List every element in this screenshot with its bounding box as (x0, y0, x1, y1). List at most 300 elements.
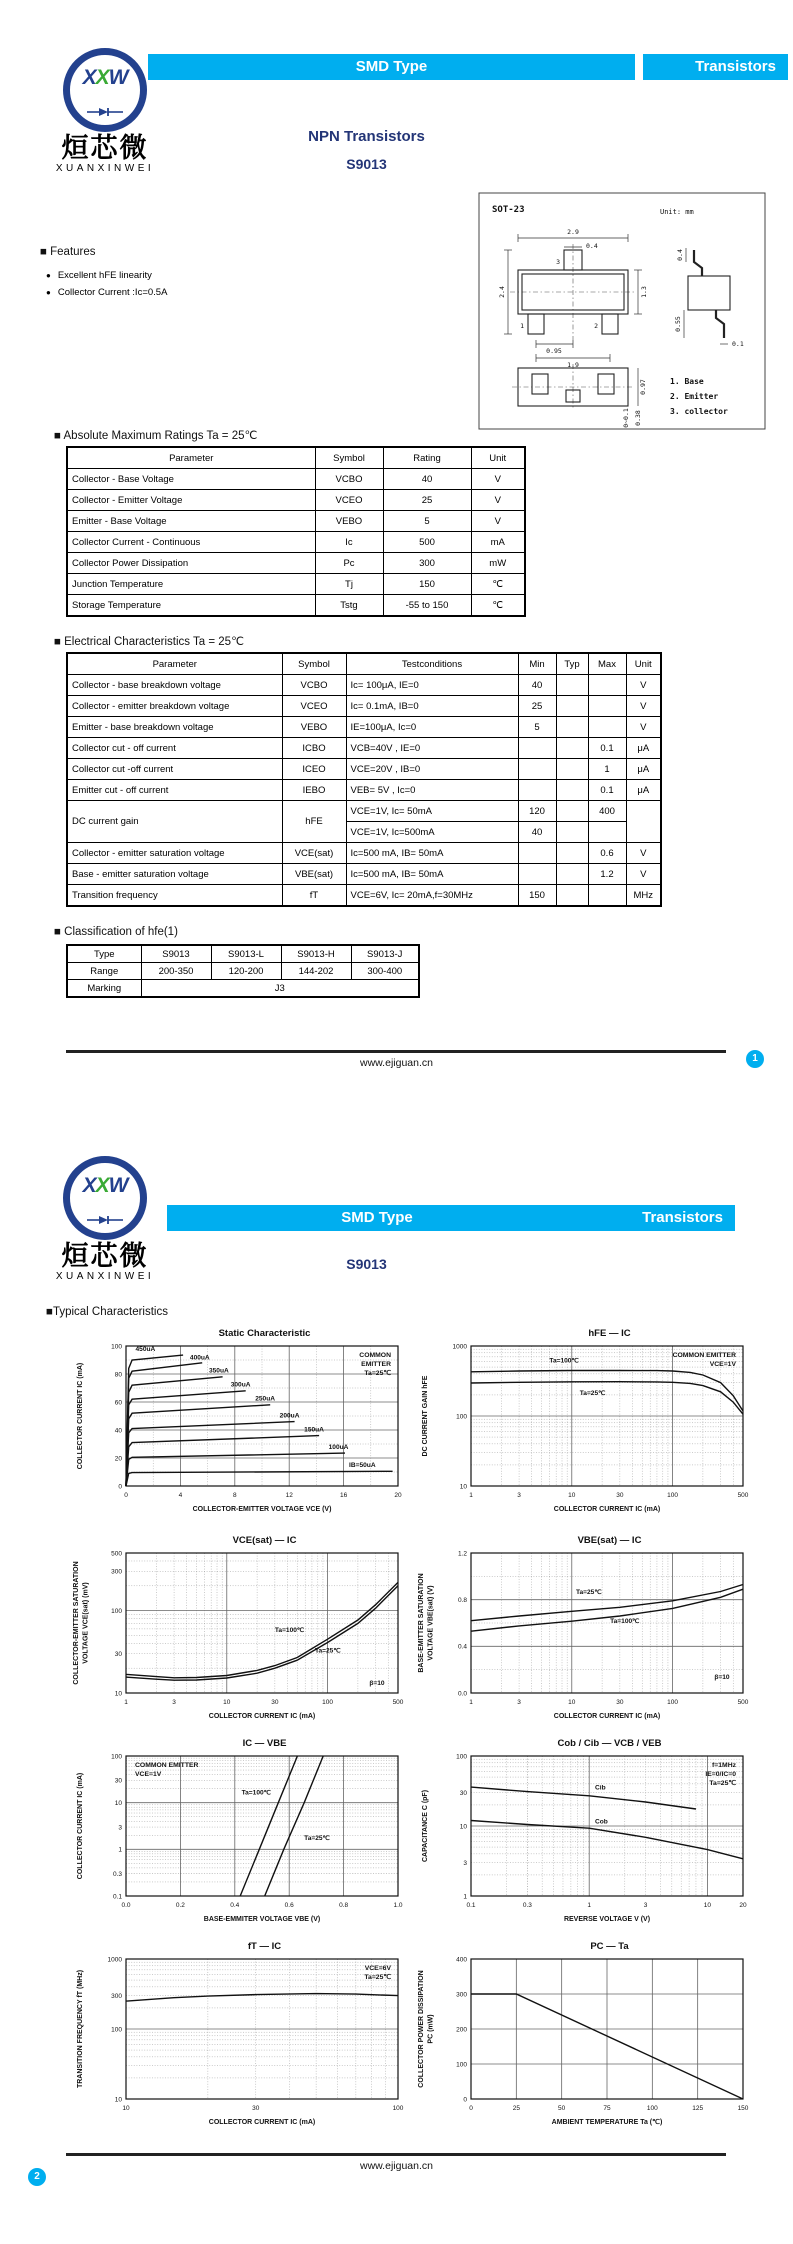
series-IB=400uA (126, 1363, 202, 1486)
table-cell: VCE=6V, Ic= 20mA,f=30MHz (346, 885, 518, 907)
table-row (67, 780, 661, 801)
table-cell: Emitter - Base Voltage (67, 511, 315, 532)
package-name: SOT-23 (492, 205, 525, 215)
table-cell: VBE(sat) (282, 864, 346, 885)
table-cell: 5 (518, 717, 556, 738)
svg-text:BASE-EMMITER VOLTAGE VBE (: BASE-EMMITER VOLTAGE VBE (V) (203, 1916, 321, 1923)
table-cell: -55 to 150 (383, 595, 471, 617)
page-number-badge: 2 (28, 2168, 46, 2186)
table-cell: Tj (315, 574, 383, 595)
svg-text:COLLECTOR CURRENT IC (mA): COLLECTOR CURRENT IC (mA) (553, 1713, 661, 1720)
svg-text:COMMON EMITTER: COMMON EMITTER (672, 1352, 736, 1359)
svg-text:DC CURRENT GAIN hFE: DC CURRENT GAIN hFE (422, 1375, 429, 1457)
svg-text:300: 300 (456, 1991, 467, 1999)
table-cell: J3 (141, 980, 419, 998)
svg-text:100uA: 100uA (328, 1443, 349, 1451)
part-number: S9013 (346, 156, 387, 172)
table-cell: Ic=500 mA, IB= 50mA (346, 864, 518, 885)
table-cell (556, 738, 588, 759)
table-cell: 500 (383, 532, 471, 553)
table-cell (556, 780, 588, 801)
svg-text:450uA: 450uA (135, 1345, 156, 1353)
svg-text:500: 500 (111, 1550, 122, 1558)
svg-text:150uA: 150uA (304, 1426, 324, 1434)
dim-body-width: 2.9 (567, 228, 579, 236)
table-row (67, 595, 525, 617)
svg-text:COMMON: COMMON (359, 1352, 391, 1359)
svg-text:80: 80 (114, 1371, 122, 1379)
series-Cib (471, 1784, 696, 1809)
svg-text:Ta=25℃: Ta=25℃ (314, 1647, 341, 1655)
svg-text:β=10: β=10 (369, 1680, 385, 1688)
series-IB=200uA (126, 1422, 295, 1486)
svg-text:400uA: 400uA (189, 1354, 210, 1362)
table-cell: Range (67, 963, 141, 980)
series-Ta=25℃ (265, 1756, 324, 1896)
page-title: NPN Transistors (308, 128, 425, 145)
svg-text:10: 10 (568, 1699, 576, 1706)
svg-text:f=1MHz: f=1MHz (712, 1762, 736, 1769)
svg-text:COLLECTOR-EMITTER SATURATION: COLLECTOR-EMITTER SATURATION (73, 1561, 80, 1685)
svg-text:REVERSE VOLTAGE V (V): REVERSE VOLTAGE V (V) (563, 1916, 651, 1923)
table-row (67, 469, 525, 490)
svg-text:1000: 1000 (107, 1956, 122, 1964)
svg-text:100: 100 (667, 1492, 678, 1499)
column-header: Rating (383, 447, 471, 469)
table-cell: DC current gain (67, 801, 282, 843)
svg-text:0.0: 0.0 (121, 1902, 131, 1909)
svg-text:100: 100 (646, 2105, 658, 2112)
series-fT (126, 1994, 398, 2002)
table-cell: V (626, 696, 661, 717)
svg-text:100: 100 (111, 2026, 122, 2034)
series-IB=150uA (126, 1436, 319, 1486)
table-cell: VEBO (282, 717, 346, 738)
table-cell: IE=100μA, Ic=0 (346, 717, 518, 738)
dim-inner-height: 1.3 (640, 286, 648, 298)
svg-text:300uA: 300uA (230, 1381, 251, 1389)
table-cell: VCB=40V , IE=0 (346, 738, 518, 759)
table-cell: VEB= 5V , Ic=0 (346, 780, 518, 801)
table-cell: Ic= 0.1mA, IB=0 (346, 696, 518, 717)
table-cell (588, 675, 626, 696)
table-cell: 0.1 (588, 780, 626, 801)
table-cell (556, 759, 588, 780)
footer-rule (66, 1050, 726, 1053)
svg-text:Ta=100℃: Ta=100℃ (549, 1357, 579, 1365)
dim-span: 1.9 (567, 361, 579, 369)
svg-text:Ta=100℃: Ta=100℃ (241, 1789, 272, 1797)
svg-text:75: 75 (603, 2105, 611, 2112)
series-Ta=25℃ (126, 1586, 398, 1680)
svg-text:0: 0 (463, 2096, 467, 2104)
table-cell: S9013-H (281, 945, 351, 963)
svg-text:0.3: 0.3 (112, 1871, 122, 1879)
chart-title: Static Characteristic (218, 1328, 311, 1339)
svg-text:200uA: 200uA (279, 1412, 300, 1420)
svg-text:30: 30 (114, 1650, 122, 1658)
dim-lead-top: 0.4 (676, 249, 684, 261)
table-cell (556, 675, 588, 696)
typical-characteristics-heading: ■Typical Characteristics (46, 1306, 168, 1318)
abs-max-heading: ■ Absolute Maximum Ratings Ta = 25℃ (54, 430, 258, 442)
table-cell: IEBO (282, 780, 346, 801)
table-cell (518, 843, 556, 864)
svg-text:0: 0 (118, 1483, 122, 1491)
svg-text:3: 3 (643, 1902, 648, 1909)
svg-text:500: 500 (737, 1492, 749, 1499)
diode-icon (87, 107, 123, 117)
features-list (40, 264, 167, 298)
svg-text:10: 10 (114, 1690, 122, 1698)
table-cell: 40 (518, 822, 556, 843)
svg-text:350uA: 350uA (208, 1367, 229, 1375)
series-Ta=100℃ (471, 1371, 743, 1412)
table-cell: mA (471, 532, 525, 553)
svg-text:0.4: 0.4 (230, 1902, 240, 1909)
svg-text:0.1: 0.1 (466, 1902, 476, 1909)
svg-text:20: 20 (739, 1902, 747, 1909)
svg-text:1: 1 (124, 1699, 128, 1706)
table-cell: V (471, 469, 525, 490)
company-name-english: XUANXINWEI (55, 1271, 155, 1282)
svg-text:10: 10 (459, 1823, 467, 1831)
dim-lead-thickness: 0.1 (732, 340, 744, 348)
table-cell: Base - emitter saturation voltage (67, 864, 282, 885)
table-cell (588, 696, 626, 717)
part-number: S9013 (346, 1256, 387, 1272)
table-cell: Marking (67, 980, 141, 998)
table-cell: 1.2 (588, 864, 626, 885)
svg-text:125: 125 (692, 2105, 704, 2112)
table-cell (588, 885, 626, 907)
table-cell: VCBO (282, 675, 346, 696)
table-cell (588, 717, 626, 738)
series-Ta=25℃ (471, 1382, 743, 1415)
svg-text:100: 100 (456, 2061, 467, 2069)
chart-title: IC — VBE (242, 1738, 287, 1749)
logo-monogram: XXW (82, 1174, 128, 1197)
column-header: Max (588, 653, 626, 675)
table-cell: S9013 (141, 945, 211, 963)
table-cell: 150 (383, 574, 471, 595)
chart-vcesat-ic (68, 1535, 413, 1730)
chart-vbesat-ic (413, 1535, 758, 1730)
footer-url: www.ejiguan.cn (360, 1057, 433, 1069)
table-cell: μA (626, 780, 661, 801)
chart-plot-ic-vbe (68, 1750, 408, 1928)
diode-icon (87, 1215, 123, 1225)
table-cell: 120 (518, 801, 556, 822)
table-cell: 40 (518, 675, 556, 696)
svg-text:Cib: Cib (595, 1784, 606, 1792)
table-row (67, 738, 661, 759)
svg-text:50: 50 (558, 2105, 566, 2112)
chart-title: Cob / Cib — VCB / VEB (557, 1738, 662, 1749)
table-cell: mW (471, 553, 525, 574)
svg-text:1: 1 (587, 1902, 592, 1909)
table-cell: 400 (588, 801, 626, 822)
table-cell: VCE=1V, Ic= 50mA (346, 801, 518, 822)
svg-text:COLLECTOR POWER DISSIPATION: COLLECTOR POWER DISSIPATION (418, 1970, 425, 2088)
company-name-english: XUANXINWEI (55, 163, 155, 174)
table-row (67, 717, 661, 738)
svg-text:COLLECTOR CURRENT IC (mA): COLLECTOR CURRENT IC (mA) (208, 1713, 316, 1720)
svg-text:Ta=25℃: Ta=25℃ (575, 1588, 602, 1596)
svg-text:100: 100 (392, 2105, 404, 2112)
svg-text:0.3: 0.3 (522, 1902, 532, 1909)
header-transistors: Transistors (642, 1209, 723, 1226)
table-cell: Collector cut - off current (67, 738, 282, 759)
svg-text:COLLECTOR CURRENT IC (mA): COLLECTOR CURRENT IC (mA) (553, 1506, 661, 1513)
svg-text:Ta=100℃: Ta=100℃ (274, 1626, 305, 1634)
chart-plot-static-characteristic (68, 1340, 408, 1518)
header-smd-type: SMD Type (341, 1209, 413, 1226)
table-cell: ℃ (471, 574, 525, 595)
table-cell (556, 864, 588, 885)
svg-text:300: 300 (111, 1568, 122, 1576)
package-drawing-sot23 (478, 192, 766, 430)
column-header: Parameter (67, 447, 315, 469)
table-cell: Emitter cut - off current (67, 780, 282, 801)
column-header: Unit (471, 447, 525, 469)
svg-text:IB=50uA: IB=50uA (349, 1462, 376, 1470)
table-row (67, 532, 525, 553)
dim-lead-length: 0.55 (674, 316, 682, 332)
svg-text:100: 100 (322, 1699, 333, 1706)
table-cell (556, 696, 588, 717)
svg-text:60: 60 (114, 1399, 122, 1407)
table-row (67, 553, 525, 574)
table-cell: 144-202 (281, 963, 351, 980)
chart-static-characteristic (68, 1328, 413, 1523)
table-cell: Type (67, 945, 141, 963)
svg-text:VOLTAGE VBE(sat) (V): VOLTAGE VBE(sat) (V) (427, 1585, 435, 1661)
logo-ring-icon (63, 1156, 147, 1240)
table-cell: VCE=1V, Ic=500mA (346, 822, 518, 843)
svg-text:3: 3 (172, 1699, 176, 1706)
table-cell: Ic=500 mA, IB= 50mA (346, 843, 518, 864)
svg-text:1: 1 (463, 1893, 467, 1901)
table-row (67, 511, 525, 532)
table-cell: VEBO (315, 511, 383, 532)
dim-standoff: 0~0.1 (622, 408, 630, 428)
svg-text:0: 0 (469, 2105, 473, 2112)
table-row (67, 801, 661, 822)
svg-text:3: 3 (517, 1699, 521, 1706)
table-row (67, 963, 419, 980)
table-cell: Tstg (315, 595, 383, 617)
table-cell: 120-200 (211, 963, 281, 980)
table-cell: 25 (383, 490, 471, 511)
series-Ta=25℃ (471, 1585, 743, 1621)
table-cell: Collector - Emitter Voltage (67, 490, 315, 511)
table-cell: Collector Current - Continuous (67, 532, 315, 553)
table-cell: 0.1 (588, 738, 626, 759)
svg-text:8: 8 (232, 1492, 237, 1499)
svg-text:Ta=25℃: Ta=25℃ (364, 1370, 391, 1377)
chart-ft-ic (68, 1941, 413, 2136)
svg-text:500: 500 (737, 1699, 749, 1706)
chart-pc-ta (413, 1941, 758, 2136)
svg-text:0.2: 0.2 (175, 1902, 185, 1909)
svg-text:10: 10 (114, 2096, 122, 2104)
svg-text:30: 30 (271, 1699, 279, 1706)
svg-text:Cob: Cob (595, 1818, 608, 1826)
chart-plot-pc-ta (413, 1953, 753, 2131)
svg-text:200: 200 (456, 2026, 467, 2034)
table-cell: VCE=20V , IB=0 (346, 759, 518, 780)
svg-text:16: 16 (339, 1492, 348, 1499)
table-cell: μA (626, 759, 661, 780)
svg-text:4: 4 (178, 1492, 183, 1499)
table-cell: Storage Temperature (67, 595, 315, 617)
table-cell (518, 738, 556, 759)
svg-text:300: 300 (111, 1992, 122, 2000)
table-cell (518, 759, 556, 780)
svg-text:VCE=1V: VCE=1V (709, 1361, 736, 1368)
dim-body-height: 2.4 (498, 286, 506, 298)
table-cell (556, 843, 588, 864)
company-name-chinese: 烜芯微 (61, 1241, 149, 1271)
elec-char-table (66, 652, 660, 907)
table-cell (556, 717, 588, 738)
svg-text:IE=0/IC=0: IE=0/IC=0 (705, 1771, 736, 1778)
table-row (67, 490, 525, 511)
svg-text:VCE=1V: VCE=1V (135, 1771, 162, 1778)
page-2 (0, 1122, 793, 2244)
chart-title: hFE — IC (588, 1328, 631, 1339)
pin-number-3: 3 (556, 258, 560, 266)
feature-item: ● Collector Current :Ic=0.5A (46, 287, 167, 298)
svg-text:0.8: 0.8 (457, 1596, 467, 1604)
svg-text:10: 10 (114, 1799, 122, 1807)
column-header: Symbol (315, 447, 383, 469)
svg-text:20: 20 (114, 1455, 122, 1463)
table-cell: Collector - emitter saturation voltage (67, 843, 282, 864)
table-cell: V (626, 864, 661, 885)
pin-legend-base: 1. Base (670, 377, 704, 386)
dim-thickness: 0.38 (634, 410, 642, 426)
svg-text:COLLECTOR CURRENT IC (mA): COLLECTOR CURRENT IC (mA) (77, 1772, 84, 1880)
table-cell: VCEO (282, 696, 346, 717)
abs-max-table (66, 446, 524, 617)
table-cell: Collector - base breakdown voltage (67, 675, 282, 696)
table-cell: V (626, 675, 661, 696)
elec-char-heading: ■ Electrical Characteristics Ta = 25℃ (54, 636, 244, 648)
svg-text:1: 1 (469, 1699, 473, 1706)
table-cell: Pc (315, 553, 383, 574)
svg-text:1: 1 (118, 1846, 122, 1854)
svg-text:40: 40 (114, 1427, 122, 1435)
table-cell (556, 822, 588, 843)
table-cell (556, 885, 588, 907)
svg-text:3: 3 (463, 1859, 467, 1867)
svg-text:0.6: 0.6 (284, 1902, 294, 1909)
table-cell: ℃ (471, 595, 525, 617)
dim-height: 0.97 (639, 379, 647, 395)
table-cell: 0.6 (588, 843, 626, 864)
svg-text:CAPACITANCE C (pF): CAPACITANCE C (pF) (422, 1789, 429, 1863)
chart-cob-cib (413, 1738, 758, 1933)
svg-text:30: 30 (616, 1492, 624, 1499)
classification-table (66, 944, 418, 998)
features-heading: ■ Features (40, 246, 96, 258)
svg-text:150: 150 (737, 2105, 749, 2112)
svg-text:COLLECTOR-EMITTER VOLTAGE VC: COLLECTOR-EMITTER VOLTAGE VCE (V) (192, 1506, 332, 1513)
svg-text:1000: 1000 (452, 1343, 467, 1351)
table-cell: 300-400 (351, 963, 419, 980)
svg-text:30: 30 (459, 1789, 467, 1797)
svg-text:0.0: 0.0 (457, 1690, 467, 1698)
table-cell: MHz (626, 885, 661, 907)
table-cell: V (626, 843, 661, 864)
table-cell (518, 864, 556, 885)
table-row (67, 885, 661, 907)
table-cell: ICEO (282, 759, 346, 780)
table-row (67, 864, 661, 885)
chart-plot-vcesat-ic (68, 1547, 408, 1725)
svg-text:0: 0 (124, 1492, 128, 1499)
svg-text:1.2: 1.2 (457, 1550, 467, 1558)
table-cell: 200-350 (141, 963, 211, 980)
svg-text:400: 400 (456, 1956, 467, 1964)
svg-text:Ta=25℃: Ta=25℃ (364, 1974, 391, 1981)
header-band (167, 1205, 735, 1231)
svg-text:1.0: 1.0 (393, 1902, 403, 1909)
chart-title: VCE(sat) — IC (232, 1535, 297, 1546)
svg-text:3: 3 (517, 1492, 521, 1499)
svg-text:Ta=100℃: Ta=100℃ (610, 1618, 640, 1625)
svg-text:COLLECTOR CURRENT IC (mA): COLLECTOR CURRENT IC (mA) (77, 1362, 84, 1470)
table-cell (556, 801, 588, 822)
table-cell: fT (282, 885, 346, 907)
svg-text:100: 100 (111, 1753, 122, 1761)
table-cell: VCBO (315, 469, 383, 490)
chart-title: PC — Ta (590, 1941, 629, 1952)
logo-ring-icon (63, 48, 147, 132)
company-name-chinese: 烜芯微 (61, 133, 149, 163)
chart-title: fT — IC (247, 1941, 282, 1952)
column-header: Unit (626, 653, 661, 675)
svg-text:25: 25 (512, 2105, 520, 2112)
table-cell: Transition frequency (67, 885, 282, 907)
column-header: Testconditions (346, 653, 518, 675)
pin-number-1: 1 (520, 322, 524, 330)
table-cell (518, 780, 556, 801)
svg-text:0.4: 0.4 (457, 1643, 467, 1651)
table-row (67, 574, 525, 595)
table-row (67, 675, 661, 696)
table-cell: 150 (518, 885, 556, 907)
table-cell: 1 (588, 759, 626, 780)
table-row (67, 843, 661, 864)
table-cell: 5 (383, 511, 471, 532)
table-cell: Emitter - base breakdown voltage (67, 717, 282, 738)
table-cell: VCEO (315, 490, 383, 511)
svg-text:Ta=25℃: Ta=25℃ (709, 1780, 736, 1787)
table-cell: Junction Temperature (67, 574, 315, 595)
pin-legend-emitter: 2. Emitter (670, 392, 719, 401)
svg-text:VCE=6V: VCE=6V (364, 1965, 391, 1972)
header-band-divider (635, 54, 643, 80)
chart-plot-hfe-ic (413, 1340, 753, 1518)
svg-text:100: 100 (111, 1607, 122, 1615)
chart-plot-cob-cib-voltage (413, 1750, 753, 1928)
table-cell: μA (626, 738, 661, 759)
svg-text:10: 10 (223, 1699, 231, 1706)
series-IB=50uA (126, 1471, 393, 1486)
